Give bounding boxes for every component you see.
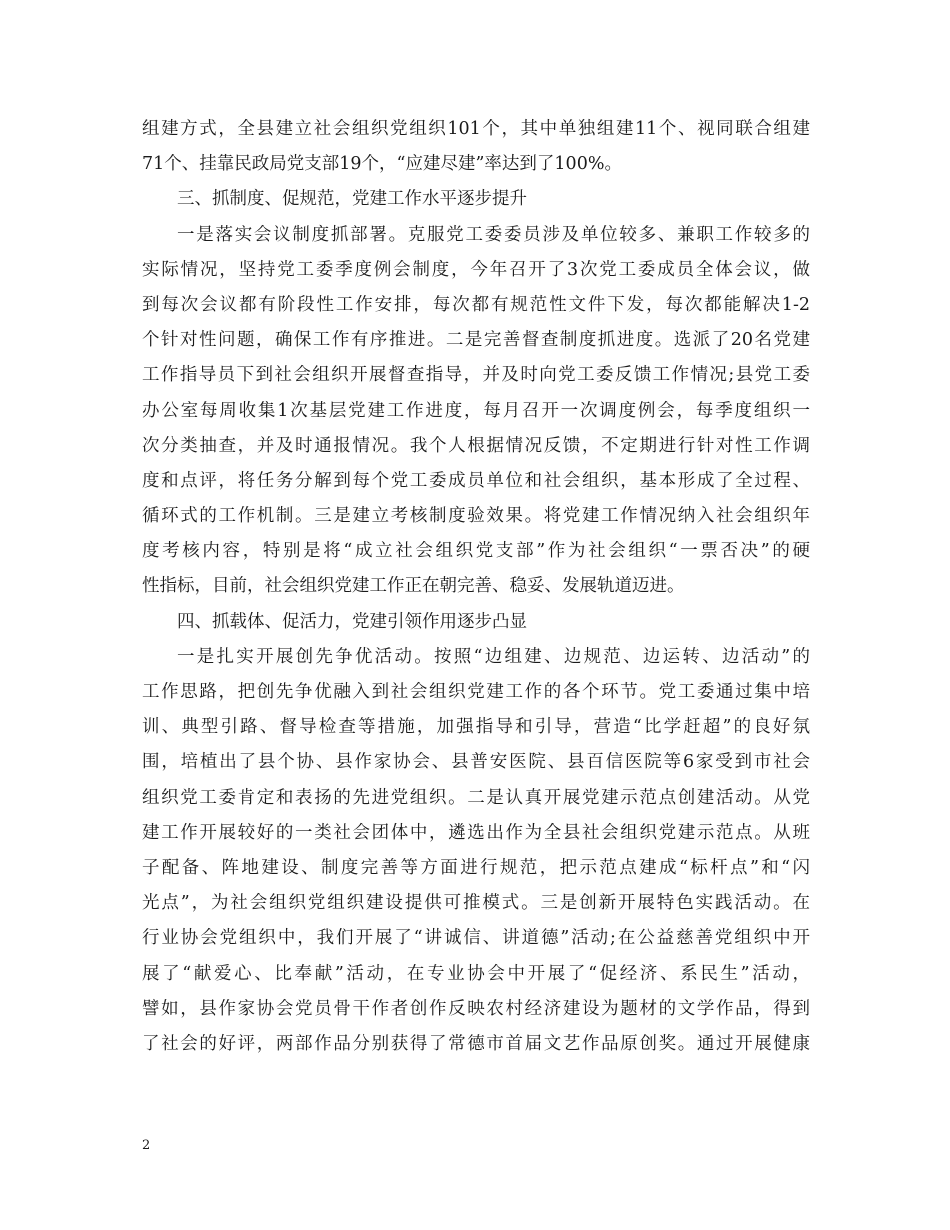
page-number: 2 (142, 1138, 151, 1153)
text-line: 度考核内容，特别是将“成立社会组织党支部”作为社会组织“一票否决”的硬 (142, 541, 810, 562)
text-line: 了社会的好评，两部作品分别获得了常德市首届文艺作品原创奖。通过开展健康 (142, 1033, 810, 1054)
text-line: 办公室每周收集1次基层党建工作进度，每月召开一次调度例会，每季度组织一 (142, 400, 810, 421)
text-line: 一是落实会议制度抓部署。克服党工委委员涉及单位较多、兼职工作较多的 (177, 224, 810, 245)
text-line: 子配备、阵地建设、制度完善等方面进行规范，把示范点建成“标杆点”和“闪 (142, 857, 810, 878)
text-line: 个针对性问题，确保工作有序推进。二是完善督查制度抓进度。选派了20名党建 (142, 330, 810, 351)
text-line: 譬如，县作家协会党员骨干作者创作反映农村经济建设为题材的文学作品，得到 (142, 998, 810, 1019)
text-line: 光点”，为社会组织党组织建设提供可推模式。三是创新开展特色实践活动。在 (142, 893, 810, 914)
text-line: 到每次会议都有阶段性工作安排，每次都有规范性文件下发，每次都能解决1-2 (142, 294, 810, 315)
text-line: 工作思路，把创先争优融入到社会组织党建工作的各个环节。党工委通过集中培 (142, 682, 810, 702)
document-body (142, 112, 810, 1062)
text-line: 三、抓制度、促规范，党建工作水平逐步提升 (177, 189, 527, 210)
text-line: 工作指导员下到社会组织开展督查指导，并及时向党工委反馈工作情况;县党工委 (142, 365, 810, 386)
text-line: 循环式的工作机制。三是建立考核制度验效果。将党建工作情况纳入社会组织年 (142, 506, 810, 527)
text-line: 次分类抽查，并及时通报情况。我个人根据情况反馈，不定期进行针对性工作调 (142, 435, 810, 456)
text-line: 一是扎实开展创先争优活动。按照“边组建、边规范、边运转、边活动”的 (177, 646, 810, 667)
text-line: 性指标，目前，社会组织党建工作正在朝完善、稳妥、发展轨道迈进。 (142, 576, 685, 597)
text-line: 实际情况，坚持党工委季度例会制度，今年召开了3次党工委成员全体会议，做 (142, 259, 810, 280)
text-line: 度和点评，将任务分解到每个党工委成员单位和社会组织，基本形成了全过程、 (142, 470, 810, 491)
text-line: 围，培植出了县个协、县作家协会、县普安医院、县百信医院等6家受到市社会 (142, 752, 810, 773)
text-line: 建工作开展较好的一类社会团体中，遴选出作为全县社会组织党建示范点。从班 (142, 822, 810, 843)
text-line: 四、抓载体、促活力，党建引领作用逐步凸显 (177, 611, 527, 632)
text-line: 训、典型引路、督导检查等措施，加强指导和引导，营造“比学赶超”的良好氛 (142, 717, 810, 738)
text-line: 71个、挂靠民政局党支部19个，“应建尽建”率达到了100%。 (142, 154, 622, 175)
text-line: 行业协会党组织中，我们开展了“讲诚信、讲道德”活动;在公益慈善党组织中开 (142, 928, 810, 949)
text-line: 展了“献爱心、比奉献”活动，在专业协会中开展了“促经济、系民生”活动， (142, 963, 810, 984)
text-line: 组建方式，全县建立社会组织党组织101个，其中单独组建11个、视同联合组建 (142, 119, 810, 139)
text-line: 组织党工委肯定和表扬的先进党组织。二是认真开展党建示范点创建活动。从党 (142, 787, 810, 808)
